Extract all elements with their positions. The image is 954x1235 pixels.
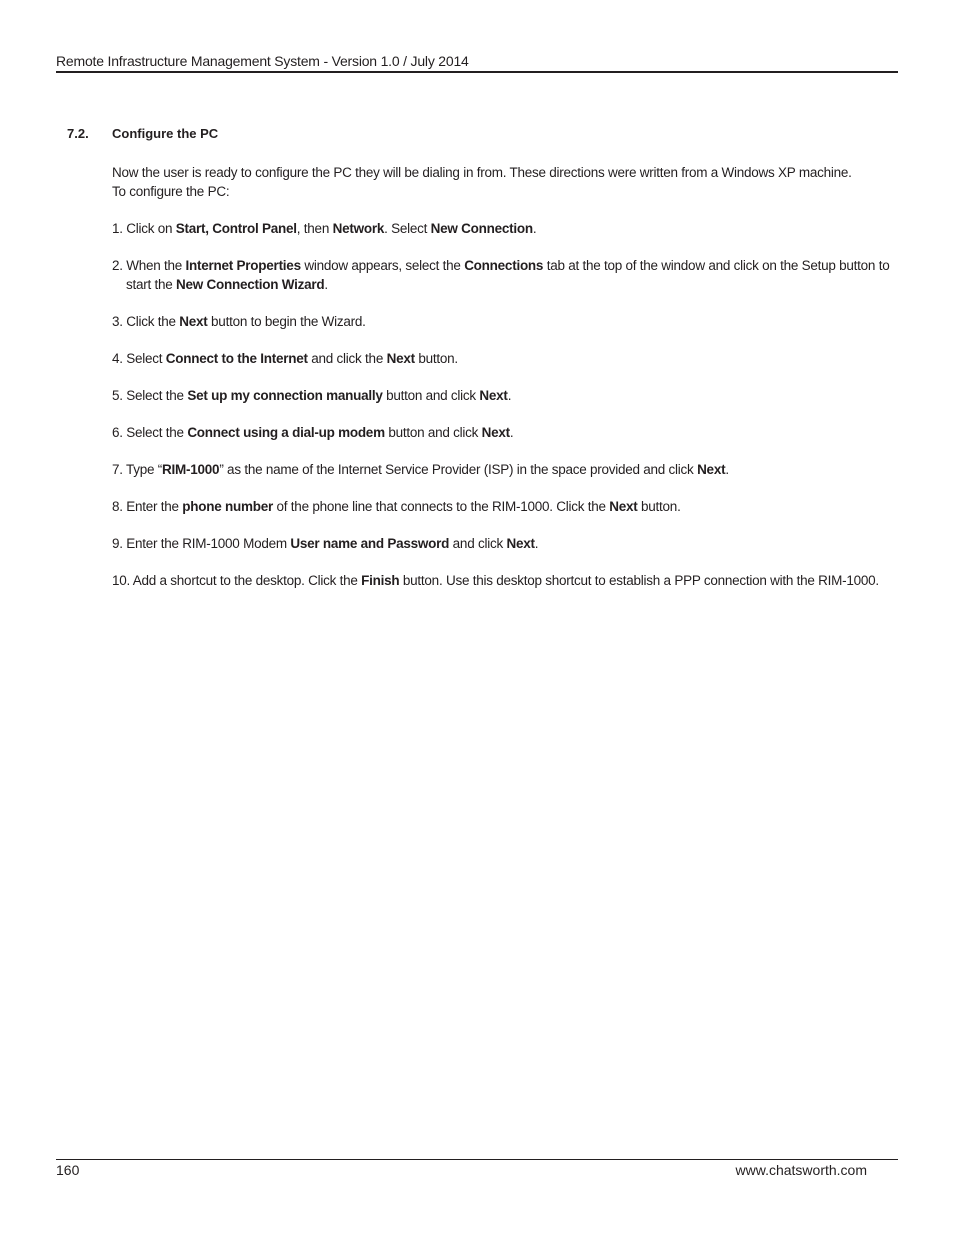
step-emphasis: Next [481, 425, 510, 440]
step-9 [112, 534, 892, 553]
footer-divider [56, 1159, 898, 1160]
step-text: . [509, 425, 514, 440]
step-text: 1. Click on [112, 221, 176, 236]
step-emphasis: Internet Properties [185, 258, 301, 273]
step-2 [112, 256, 892, 294]
step-6 [112, 423, 892, 442]
step-emphasis: Next [697, 462, 726, 477]
step-text: tab at the top of the window and click on the Setup button to start the [126, 258, 890, 292]
intro-line-2: To configure the PC: [112, 184, 230, 199]
step-emphasis: RIM-1000 [162, 462, 220, 477]
section-heading [67, 126, 218, 141]
step-text: 10. Add a shortcut to the desktop. Click the [112, 573, 362, 588]
section-title: Configure the PC [112, 126, 219, 141]
step-emphasis: Connect to the Internet [165, 351, 308, 366]
step-emphasis: Next [479, 388, 508, 403]
intro-paragraph [112, 163, 892, 201]
step-text: . [324, 277, 328, 292]
step-text: of the phone line that connects to the RIM-1000. Click the [273, 499, 610, 514]
page-number: 160 [56, 1162, 80, 1178]
step-text: 3. Click the [112, 314, 180, 329]
step-emphasis: New Connection [430, 221, 533, 236]
step-text: and click [449, 536, 507, 551]
step-text: and click the [307, 351, 387, 366]
step-emphasis: Next [179, 314, 208, 329]
step-emphasis: Network [332, 221, 385, 236]
step-text: window appears, select the [300, 258, 465, 273]
step-text: button. Use this desktop shortcut to establish a PPP connection with the RIM-1000. [399, 573, 879, 588]
step-emphasis: Next [609, 499, 638, 514]
step-emphasis: Connect using a dial-up modem [187, 425, 385, 440]
running-header: Remote Infrastructure Management System - Version 1.0 / July 2014 [56, 53, 469, 69]
step-emphasis: Start, Control Panel [175, 221, 297, 236]
step-8 [112, 497, 892, 516]
step-text: ” as the name of the Internet Service Provider (ISP) in the space provided and click [219, 462, 698, 477]
step-text: button and click [382, 388, 480, 403]
step-emphasis: Next [506, 536, 535, 551]
step-emphasis: User name and Password [290, 536, 450, 551]
step-text: 6. Select the [112, 425, 188, 440]
step-text: button to begin the Wizard. [207, 314, 366, 329]
step-3 [112, 312, 892, 331]
step-text: 2. When the [112, 258, 186, 273]
step-text: . [507, 388, 512, 403]
step-emphasis: Set up my connection manually [187, 388, 383, 403]
step-text: . [725, 462, 729, 477]
step-emphasis: Finish [361, 573, 400, 588]
step-5 [112, 386, 892, 405]
step-emphasis: phone number [182, 499, 274, 514]
header-divider [56, 71, 898, 73]
step-emphasis: Connections [464, 258, 544, 273]
step-text: . Select [384, 221, 431, 236]
step-text: 5. Select the [112, 388, 188, 403]
step-text: 8. Enter the [112, 499, 183, 514]
step-4 [112, 349, 892, 368]
step-text: button. [637, 499, 681, 514]
step-text: , then [296, 221, 333, 236]
step-text: button. [414, 351, 458, 366]
step-text: 7. Type “ [112, 462, 163, 477]
step-7 [112, 460, 892, 479]
section-number: 7.2. [67, 126, 89, 141]
step-text: button and click [384, 425, 482, 440]
document-body [112, 163, 892, 608]
footer-url: www.chatsworth.com [735, 1162, 867, 1178]
step-1 [112, 219, 892, 238]
intro-line-1: Now the user is ready to configure the PC they will be dialing in from. These directions were written from a Windows XP machine. [112, 165, 852, 180]
step-emphasis: Next [386, 351, 415, 366]
step-emphasis: New Connection Wizard [176, 277, 325, 292]
step-text: . [534, 536, 539, 551]
step-10 [112, 571, 892, 590]
step-text: 9. Enter the RIM-1000 Modem [112, 536, 291, 551]
step-text: . [532, 221, 537, 236]
step-text: 4. Select [112, 351, 166, 366]
